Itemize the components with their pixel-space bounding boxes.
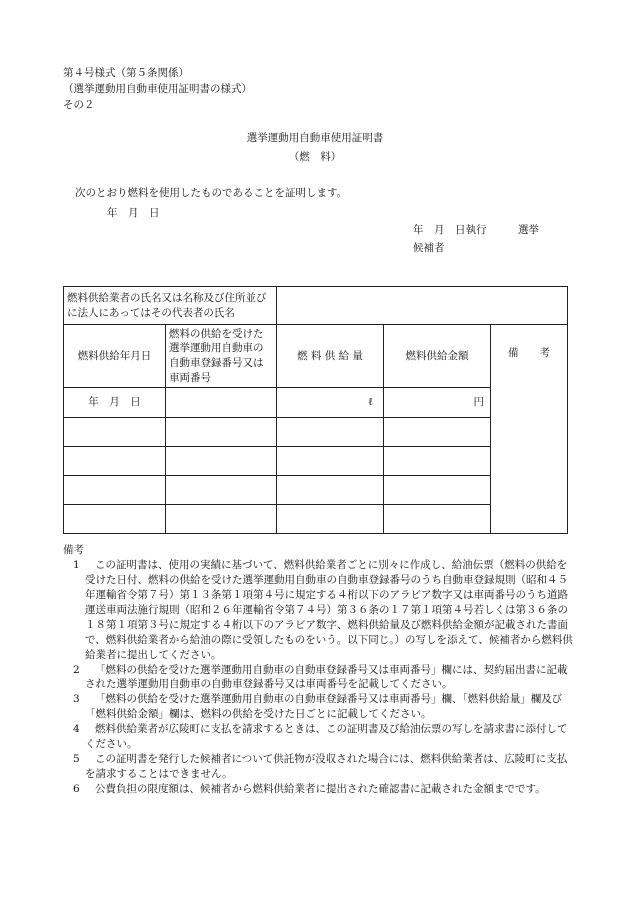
row-date[interactable] [64, 418, 166, 447]
note-number: 1 [73, 559, 80, 572]
row-date[interactable] [64, 476, 166, 505]
row-amount[interactable] [384, 388, 491, 418]
header-row [64, 325, 568, 388]
note-item [63, 692, 573, 722]
note-text: 燃料供給業者が広陵町に支払を請求するときは、この証明書及び給油伝票の写しを請求書に添付してください。 [85, 723, 568, 751]
note-text: 公費負担の限度額は、候補者から燃料供給業者に提出された確認書に記載された金額までです。 [95, 782, 546, 795]
row-quantity[interactable] [277, 388, 384, 418]
row-vehicle[interactable] [166, 505, 277, 534]
row-amount[interactable] [384, 418, 491, 447]
candidate-label: 候補者 [413, 242, 445, 254]
note-text: 「燃料の供給を受けた選挙運動用自動車の自動車登録番号又は車両番号」欄には、契約届出書に記載された選挙運動用自動車の自動車登録番号又は車両番号を記載してください。 [85, 663, 568, 691]
form-number: 第４号様式（第５条関係） [63, 67, 189, 79]
document-subtitle: （燃 料） [288, 151, 342, 163]
header-vehicle: 燃料の供給を受けた選挙運動用自動車の自動車登録番号又は車両番号 [166, 325, 277, 388]
header-amount: 燃料供給金額 [384, 325, 491, 388]
form-subtitle: （選挙運動用自動車使用証明書の様式） [63, 83, 252, 95]
supplier-label: 燃料供給業者の氏名又は名称及び住所並びに法人にあってはその代表者の氏名 [64, 287, 277, 325]
note-item [63, 722, 573, 752]
notes-heading: 備考 [63, 544, 84, 556]
header-remarks-label: 備 考 [508, 347, 550, 359]
row-amount[interactable] [384, 476, 491, 505]
note-number: 3 [73, 693, 80, 706]
note-number: 4 [73, 723, 80, 736]
note-number: 5 [73, 752, 80, 765]
row-quantity[interactable] [277, 476, 384, 505]
row-quantity[interactable] [277, 505, 384, 534]
supplier-row [64, 287, 568, 325]
note-number: 2 [73, 663, 80, 676]
note-item [63, 752, 573, 782]
note-item [63, 782, 573, 797]
row-vehicle[interactable] [166, 447, 277, 476]
note-number: 6 [73, 782, 80, 795]
row-amount[interactable] [384, 505, 491, 534]
row-date[interactable] [64, 447, 166, 476]
certification-date: 年 月 日 [107, 207, 160, 219]
certification-statement: 次のとおり燃料を使用したものであることを証明します。 [75, 187, 348, 199]
row-vehicle[interactable] [166, 418, 277, 447]
form-part: その２ [63, 99, 95, 111]
row-vehicle[interactable] [166, 476, 277, 505]
note-text: 「燃料の供給を受けた選挙運動用自動車の自動車登録番号又は車両番号」欄、「燃料供給量」欄及び「燃料供給金額」欄は、燃料の供給を受けた日ごとに記載してください。 [85, 693, 563, 721]
election-executed: 年 月 日執行 選挙 [413, 224, 539, 236]
header-quantity: 燃 料 供 給 量 [277, 325, 384, 388]
amount-unit: 円 [473, 396, 484, 409]
header-remarks [491, 325, 568, 534]
note-text: この証明書は、使用の実績に基づいて、燃料供給業者ごとに別々に作成し、給油伝票（燃料の供給を受けた日付、燃料の供給を受けた選挙運動用自動車の自動車登録番号のうち自動車登録規則（昭和４５年運輸省令第７号）第１３条第１項第４号に規定する４桁以下のアラビア数字又は車両番号のうち道路運送車両法施行規則（昭和２６年運輸省令第７４号）第３６条の１７第１項第４号若しくは第３６条の１８第１項第３号に規定する４桁以下のアラビア数字、燃料供給量及び燃料供給金額が記載された書面で、燃料供給業者から給油の際に受領したものをいう。以下同じ。）の写しを添えて、候補者から燃料供給業者に提出してください。 [85, 559, 573, 661]
row-vehicle[interactable] [166, 388, 277, 418]
fuel-usage-table [63, 286, 568, 534]
header-date: 燃料供給年月日 [64, 325, 166, 388]
row-date[interactable]: 年 月 日 [64, 388, 166, 418]
row-quantity[interactable] [277, 447, 384, 476]
quantity-unit: ℓ [367, 396, 373, 409]
note-text: この証明書を発行した候補者について供託物が没収された場合には、燃料供給業者は、広陵町に支払を請求することはできません。 [85, 752, 568, 780]
supplier-value[interactable] [277, 287, 568, 325]
row-amount[interactable] [384, 447, 491, 476]
notes-section [63, 543, 573, 797]
row-quantity[interactable] [277, 418, 384, 447]
note-item [63, 558, 573, 662]
note-item [63, 663, 573, 693]
document-title: 選挙運動用自動車使用証明書 [246, 132, 384, 144]
row-date[interactable] [64, 505, 166, 534]
